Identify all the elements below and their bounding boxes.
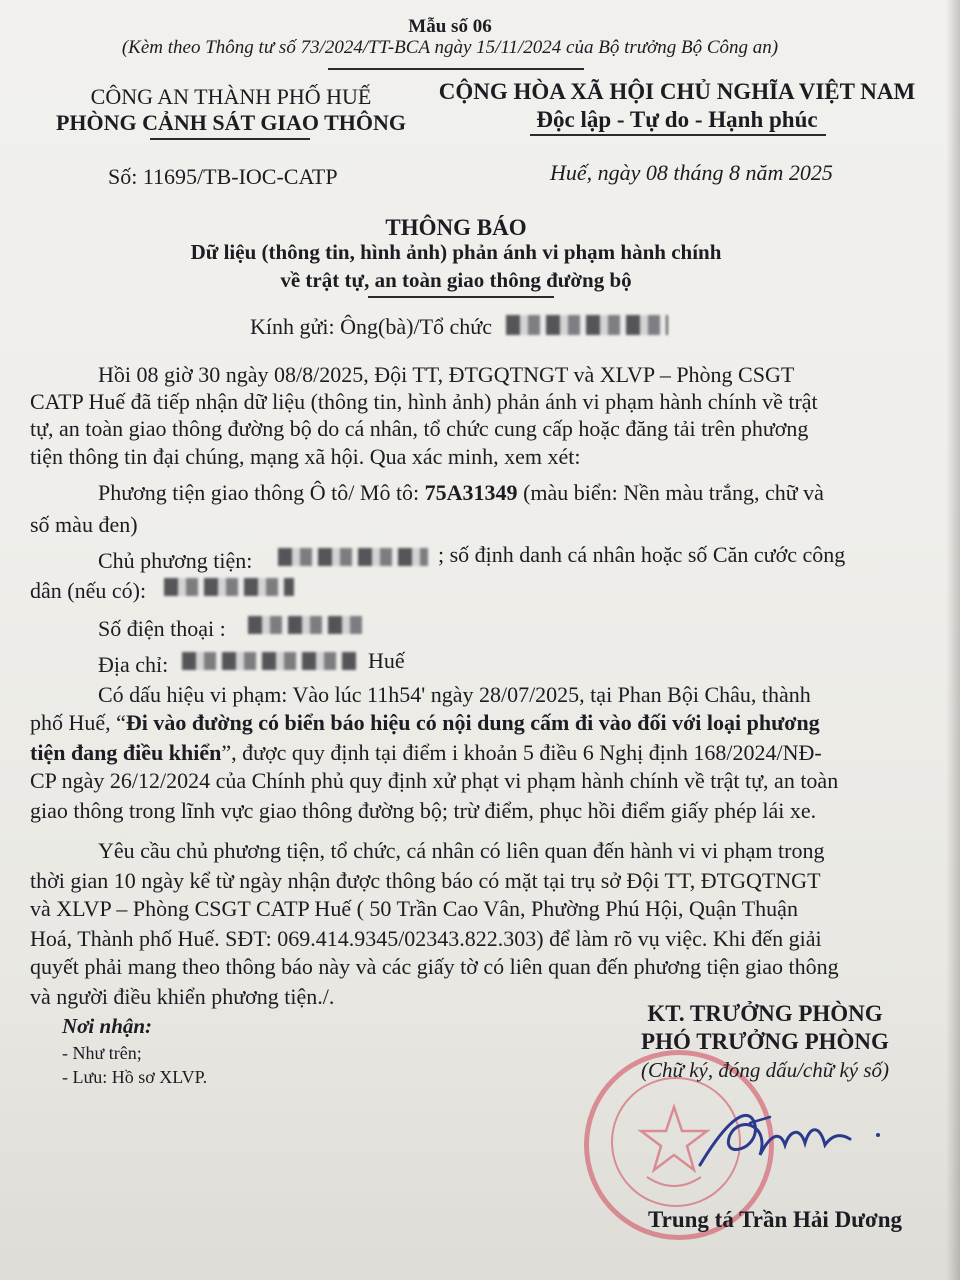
redacted-recipient (506, 315, 668, 335)
violation-behavior-part1: Đi vào đường có biển báo hiệu có nội dung cấm đi vào đối với loại phương (125, 710, 820, 735)
violation-behavior-part2: tiện đang điều khiển (30, 740, 222, 765)
redacted-owner-name (278, 548, 428, 566)
vehicle-plate-color: (màu biển: Nền màu trắng, chữ và (517, 480, 824, 505)
recipient-item-2: - Lưu: Hồ sơ XLVP. (62, 1067, 208, 1087)
signature-note: (Chữ ký, đóng dấu/chữ ký số) (640, 1058, 889, 1082)
recipient-label: Kính gửi: Ông(bà)/Tổ chức (250, 314, 492, 339)
violation-line5: giao thông trong lĩnh vực giao thông đường bộ; trừ điểm, phục hồi điểm giấy phép lái xe. (30, 798, 817, 823)
owner-label: Chủ phương tiện: (98, 548, 253, 573)
vehicle-plate: 75A31349 (424, 480, 518, 505)
request-line5: quyết phải mang theo thông báo này và các giấy tờ có liên quan đến phương tiện giao thông (30, 954, 839, 979)
request-line6: và người điều khiển phương tiện./. (30, 984, 335, 1009)
address-city: Huế (368, 648, 405, 673)
nation-line2: Độc lập - Tự do - Hạnh phúc (536, 107, 818, 132)
page-edge-shadow (946, 0, 960, 1280)
subtitle-line2: về trật tự, an toàn giao thông đường bộ (280, 268, 632, 292)
recipient-item-1: - Như trên; (62, 1043, 142, 1063)
signer-name: Trung tá Trần Hải Dương (647, 1207, 903, 1232)
subtitle-line1: Dữ liệu (thông tin, hình ảnh) phản ánh vi phạm hành chính (190, 240, 722, 264)
address-label: Địa chỉ: (98, 652, 169, 677)
document-number: Số: 11695/TB-IOC-CATP (108, 164, 338, 189)
subtitle-rule (368, 296, 554, 298)
violation-line2: phố Huế, “Đi vào đường có biển báo hiệu có nội dung cấm đi vào đối với loại phương (30, 710, 820, 735)
redacted-address (182, 652, 356, 670)
vehicle-line (98, 482, 824, 504)
header-rule (328, 68, 584, 70)
agency-rule (150, 138, 310, 140)
request-line3: và XLVP – Phòng CSGT CATP Huế ( 50 Trần Cao Vân, Phường Phú Hội, Quận Thuận (30, 896, 798, 921)
redacted-id-number (164, 578, 294, 596)
violation-line4: CP ngày 26/12/2024 của Chính phủ quy định xử phạt vi phạm hành chính về trật tự, an toàn (30, 768, 839, 793)
violation-line1: Có dấu hiệu vi phạm: Vào lúc 11h54' ngày 28/07/2025, tại Phan Bội Châu, thành (98, 682, 811, 707)
request-line2: thời gian 10 ngày kể từ ngày nhận được thông báo có mặt tại trụ sở Đội TT, ĐTGQTNGT (30, 868, 821, 893)
nation-line1: CỘNG HÒA XÃ HỘI CHỦ NGHĨA VIỆT NAM (438, 79, 916, 104)
p1-line1: Hồi 08 giờ 30 ngày 08/8/2025, Đội TT, ĐTGQTNGT và XLVP – Phòng CSGT (98, 362, 795, 387)
document-title: THÔNG BÁO (385, 215, 527, 240)
request-line4: Hoá, Thành phố Huế. SĐT: 069.414.9345/02343.822.303) để làm rõ vụ việc. Khi đến giải (30, 926, 822, 951)
request-line1: Yêu cầu chủ phương tiện, tổ chức, cá nhân có liên quan đến hành vi vi phạm trong (98, 838, 825, 863)
agency-line2: PHÒNG CẢNH SÁT GIAO THÔNG (55, 110, 406, 135)
agency-line1: CÔNG AN THÀNH PHỐ HUẾ (90, 84, 372, 109)
owner-id-line2: dân (nếu có): (30, 578, 147, 603)
vehicle-label: Phương tiện giao thông Ô tô/ Mô tô: (98, 480, 425, 505)
p1-line3: tự, an toàn giao thông đường bộ do cá nhân, tổ chức cung cấp hoặc đăng tải trên phương (30, 416, 809, 441)
redacted-phone (248, 616, 362, 634)
p1-line2: CATP Huế đã tiếp nhận dữ liệu (thông tin, hình ảnh) phản ánh vi phạm hành chính về trật (30, 389, 818, 414)
signature-title1: KT. TRƯỞNG PHÒNG (647, 1001, 883, 1026)
p1-line4: tiện thông tin đại chúng, mạng xã hội. Qua xác minh, xem xét: (30, 444, 581, 469)
owner-id-label: ; số định danh cá nhân hoặc số Căn cước công (438, 542, 846, 567)
recipients-heading: Nơi nhận: (62, 1014, 153, 1038)
signature-title2: PHÓ TRƯỞNG PHÒNG (641, 1029, 889, 1054)
place-date: Huế, ngày 08 tháng 8 năm 2025 (550, 160, 833, 185)
phone-label: Số điện thoại : (98, 616, 226, 641)
form-reference: (Kèm theo Thông tư số 73/2024/TT-BCA ngày 15/11/2024 của Bộ trưởng Bộ Công an) (121, 37, 779, 58)
violation-line3: tiện đang điều khiển”, được quy định tại điểm i khoản 5 điều 6 Nghị định 168/2024/NĐ- (30, 740, 822, 765)
vehicle-line2: số màu đen) (30, 512, 138, 537)
nation-rule (530, 134, 826, 136)
form-number: Mẫu số 06 (408, 16, 492, 37)
handwritten-signature (660, 1095, 920, 1185)
